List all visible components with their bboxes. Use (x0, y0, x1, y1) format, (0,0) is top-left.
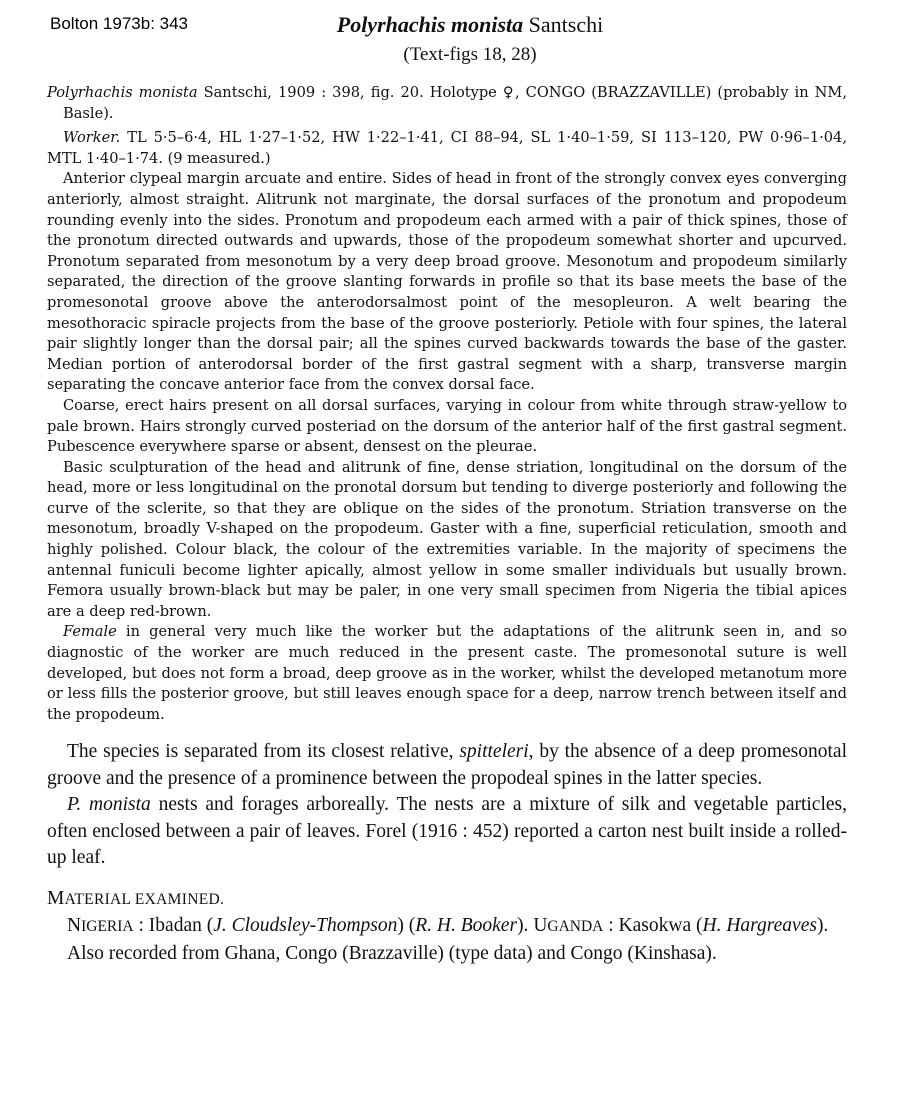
description-section (47, 83, 847, 725)
species-name: Polyrhachis monista (336, 12, 524, 37)
collector-name: H. Hargreaves (702, 915, 817, 937)
country-rest: GANDA (547, 918, 604, 936)
synonymy-text: Santschi, 1909 : 398, fig. 20. Holotype ♀, CONGO (BRAZZAVILLE) (probably in NM, Basle). (63, 84, 847, 122)
separator-text: ). (816, 915, 829, 937)
female-paragraph (47, 622, 847, 725)
citation-label: Bolton 1973b: 343 (50, 14, 189, 33)
discussion-paragraph-2 (47, 792, 847, 872)
document-body (47, 83, 847, 967)
discussion-paragraph-1 (47, 739, 847, 792)
synonymy-name: Polyrhachis monista (47, 84, 198, 101)
locality-text: : Kasokwa ( (603, 915, 703, 937)
material-records (47, 913, 847, 941)
country-initial: U (533, 915, 548, 937)
heading-rest: ATERIAL EXAMINED. (64, 890, 225, 908)
material-heading (47, 886, 847, 914)
discussion-section (47, 739, 847, 967)
worker-label: Worker. (63, 129, 121, 147)
collector-name: J. Cloudsley-Thompson (213, 915, 398, 937)
worker-measurements (47, 128, 847, 169)
separator-text: ) ( (397, 915, 416, 937)
heading-initial: M (47, 887, 65, 909)
female-label: Female (63, 623, 117, 641)
species-abbrev: P. monista (67, 794, 151, 816)
collector-name: R. H. Booker (415, 915, 518, 937)
discussion-text: The species is separated from its closest relative, (67, 741, 460, 763)
species-author: Santschi (523, 12, 604, 37)
separator-text: ). (517, 915, 534, 937)
locality-text: : Ibadan ( (133, 915, 214, 937)
figure-reference: (Text-figs 18, 28) (403, 44, 537, 65)
relative-species-name: spitteleri (459, 741, 529, 763)
worker-paragraph-3: Basic sculpturation of the head and alitrunk of fine, dense striation, longitudinal on the dorsum of the head, more or less longitudinal on the pronotal dorsum but tending to diverge posteriorly and following the curve of the sclerite, so that they are oblique on the sides of the pronotum. Striation transverse on the mesonotum, broadly V-shaped on the propodeum. Gaster with a fine, superficial reticulation, smooth and highly polished. Colour black, the colour of the extremities variable. In the majority of specimens the antennal funiculi become lighter apically, almost yellow in some smaller individuals but usually brown. Femora usually brown-black but may be paler, in one very small specimen from Nigeria the tibial apices are a deep red-brown. (47, 458, 847, 620)
worker-paragraph-2: Coarse, erect hairs present on all dorsal surfaces, varying in colour from white through straw-yellow to pale brown. Hairs strongly curved posteriad on the dorsum of the anterior half of the first gastral segment. Pubescence everywhere sparse or absent, densest on the pleurae. (47, 396, 847, 456)
discussion-text: nests and forages arboreally. The nests are a mixture of silk and vegetable particles, often enclosed between a pair of leaves. Forel (1916 : 452) reported a carton nest built inside a rolled-up leaf. (47, 794, 847, 869)
worker-paragraph-1: Anterior clypeal margin arcuate and entire. Sides of head in front of the strongly convex eyes converging anteriorly, almost straight. Alitrunk not marginate, the dorsal surfaces of the pronotum and propodeum rounding evenly into the sides. Pronotum and propodeum each armed with a pair of thick spines, those of the pronotum directed outwards and upwards, those of the propodeum somewhat shorter and upcurved. Pronotum separated from mesonotum by a very deep broad groove. Mesonotum and propodeum similarly separated, the direction of the groove slanting forwards in profile so that its base meets the base of the promesonotal groove above the anterodorsalmost point of the mesopleuron. A welt bearing the mesothoracic spiracle projects from the base of the groove posteriorly. Petiole with four spines, the lateral pair slightly longer than the dorsal pair; all the spines curved backwards towards the base of the gaster. Median portion of anterodorsal border of the first gastral segment with a sharp, transverse margin separating the concave anterior face from the convex dorsal face. (47, 170, 847, 394)
synonymy-paragraph (47, 83, 847, 124)
female-text: in general very much like the worker but the adaptations of the alitrunk seen in, and so diagnostic of the worker are much reduced in the present caste. The promesonotal suture is well developed, but does not form a broad, deep groove as in the worker, whilst the developed metanotum more or less fills the posterior groove, but still leaves enough space for a deep, narrow trench between itself and the propodeum. (47, 623, 847, 723)
discussion-text: , by the absence of a deep promesonotal groove and the presence of a prominence between the propodeal spines in the latter species. (47, 741, 847, 789)
country-rest: IGERIA (81, 918, 134, 936)
species-title (250, 12, 690, 38)
also-recorded-paragraph: Also recorded from Ghana, Congo (Brazzaville) (type data) and Congo (Kinshasa). (67, 942, 717, 964)
measurements-text: TL 5·5–6·4, HL 1·27–1·52, HW 1·22–1·41, CI 88–94, SL 1·40–1·59, SI 113–120, PW 0·96–1·04, MTL 1·40–1·74. (9 measured.) (47, 129, 847, 167)
country-initial: N (67, 915, 82, 937)
